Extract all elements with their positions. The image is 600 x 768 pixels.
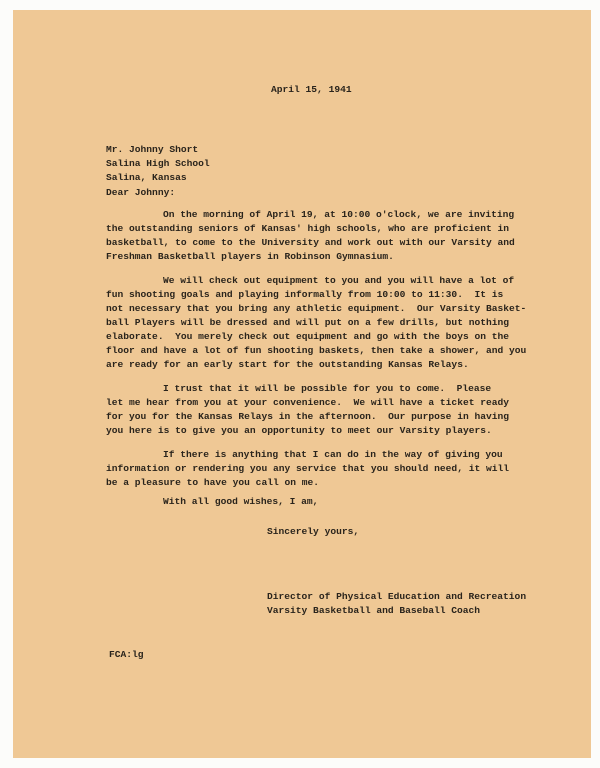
closing: Sincerely yours, [267,526,360,537]
letter-date: April 15, 1941 [271,84,352,95]
closing-wish: With all good wishes, I am, [163,496,319,507]
paragraph-line: floor and have a lot of fun shooting baskets, then take a shower, and you [106,345,527,356]
paragraph-3 [106,382,509,438]
paragraph-line: Freshman Basketball players in Robinson Gymnasium. [106,251,394,262]
recipient-city: Salina, Kansas [106,172,187,183]
paragraph-line: fun shooting goals and playing informally from 10:00 to 11:30. It is [106,289,504,300]
signature-title: Director of Physical Education and Recreation [267,591,527,602]
paragraph-1 [106,208,515,264]
signature-subtitle: Varsity Basketball and Baseball Coach [267,605,481,616]
paragraph-line: elaborate. You merely check out equipment and go with the boys on the [106,331,510,342]
paragraph-line: On the morning of April 19, at 10:00 o'clock, we are inviting [163,209,515,220]
signature-block [267,590,526,618]
reference-initials: FCA:lg [109,649,144,660]
recipient-name: Mr. Johnny Short [106,144,199,155]
paragraph-4 [106,448,509,490]
salutation: Dear Johnny: [106,187,176,198]
paragraph-line: for you for the Kansas Relays in the afternoon. Our purpose in having [106,411,510,422]
paragraph-line: be a pleasure to have you call on me. [106,477,320,488]
paragraph-line: information or rendering you any service that you should need, it will [106,463,510,474]
recipient-school: Salina High School [106,158,210,169]
paragraph-line: you here is to give you an opportunity to meet our Varsity players. [106,425,492,436]
paragraph-2 [106,274,526,372]
paragraph-line: I trust that it will be possible for you to come. Please [163,383,492,394]
paragraph-line: let me hear from you at your convenience. We will have a ticket ready [106,397,510,408]
paragraph-line: If there is anything that I can do in the way of giving you [163,449,503,460]
paragraph-line: are ready for an early start for the outstanding Kansas Relays. [106,359,469,370]
recipient-address [106,143,210,185]
paragraph-line: basketball, to come to the University and work out with our Varsity and [106,237,515,248]
paragraph-line: We will check out equipment to you and you will have a lot of [163,275,515,286]
paragraph-line: the outstanding seniors of Kansas' high schools, who are proficient in [106,223,510,234]
letter-page [13,10,591,758]
paragraph-line: not necessary that you bring any athletic equipment. Our Varsity Basket- [106,303,527,314]
paragraph-line: ball Players will be dressed and will put on a few drills, but nothing [106,317,510,328]
